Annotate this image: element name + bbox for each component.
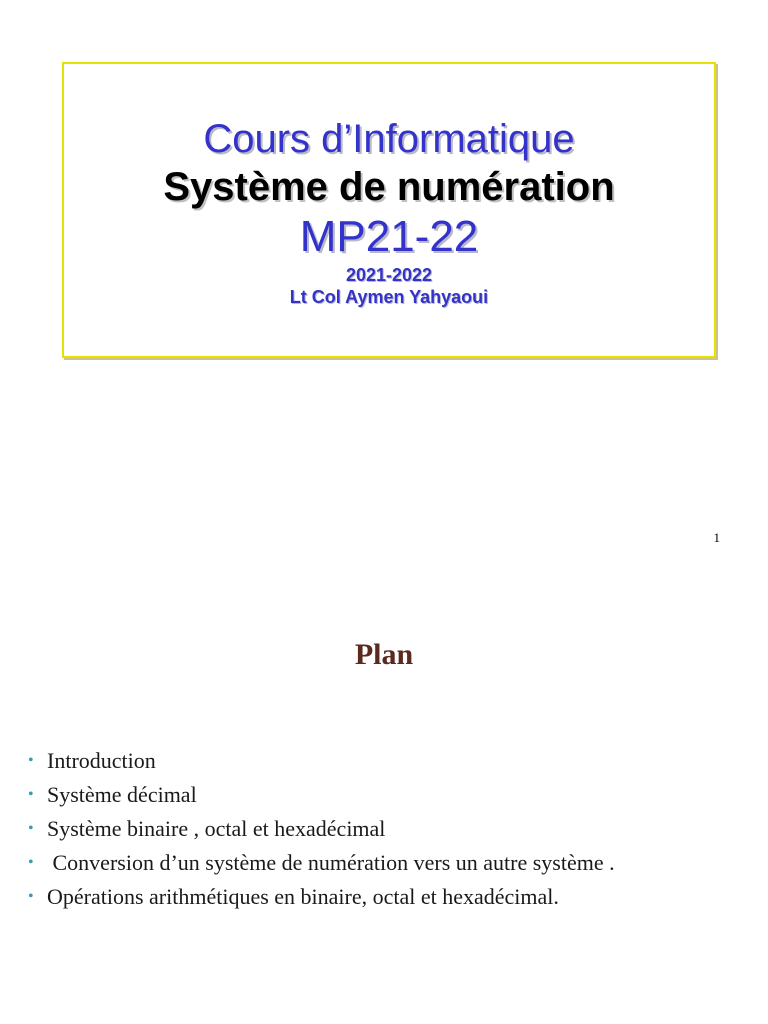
list-item (28, 846, 615, 880)
list-item-text: Système décimal (47, 782, 197, 807)
bullet-icon: • (28, 752, 34, 769)
list-item-text: Opérations arithmétiques en binaire, octal et hexadécimal. (47, 884, 559, 909)
list-item (28, 880, 615, 914)
list-item-text: Conversion d’un système de numération vers un autre système . (47, 850, 615, 875)
page-number: 1 (713, 530, 720, 545)
bullet-icon: • (28, 820, 34, 837)
list-item (28, 744, 615, 778)
author-name: Lt Col Aymen Yahyaoui (289, 287, 489, 307)
title-slide-box (62, 62, 716, 358)
list-item (28, 812, 615, 846)
list-item-text: Introduction (47, 748, 156, 773)
bullet-icon: • (28, 888, 34, 905)
list-item-text: Système binaire , octal et hexadécimal (47, 816, 386, 841)
course-title: Cours d’Informatique (203, 117, 575, 161)
plan-list (28, 744, 615, 914)
subject-title: Système de numération (163, 165, 615, 209)
bullet-icon: • (28, 786, 34, 803)
bullet-icon: • (28, 854, 34, 871)
class-code: MP21-22 (299, 212, 479, 261)
academic-year: 2021-2022 (345, 265, 433, 285)
plan-title: Plan (354, 638, 414, 671)
list-item (28, 778, 615, 812)
